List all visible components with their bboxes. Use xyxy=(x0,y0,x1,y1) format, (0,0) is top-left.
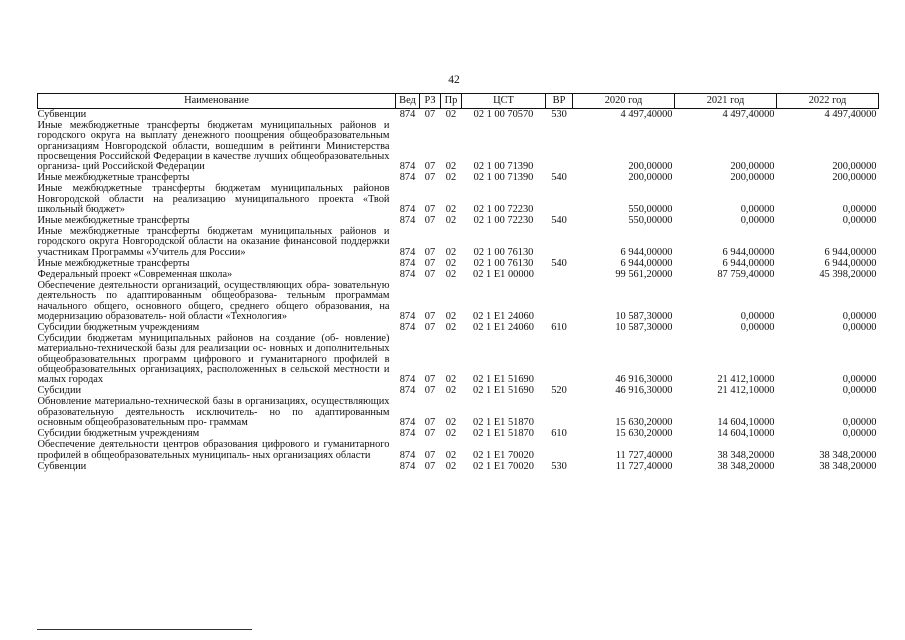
cell-cst: 02 1 00 72230 xyxy=(473,215,534,227)
cell-rz: 07 xyxy=(424,428,436,440)
table-header xyxy=(38,94,879,109)
cell-amount-2020: 15 630,20000 xyxy=(615,428,673,440)
cell-amount-2020: 6 944,00000 xyxy=(620,246,673,258)
table-row xyxy=(38,461,879,472)
table-row xyxy=(38,333,879,385)
cell-amount-2021: 6 944,00000 xyxy=(722,257,775,269)
cell-amount-2020: 11 727,40000 xyxy=(615,460,673,472)
cell-cst: 02 1 E1 51870 xyxy=(473,428,534,440)
footnote-divider xyxy=(37,629,252,630)
cell-pr: 02 xyxy=(445,374,457,386)
cell-amount-2022: 200,00000 xyxy=(832,172,877,184)
cell-vr xyxy=(546,269,573,280)
cell-ved: 874 xyxy=(399,385,416,397)
cell-name: Субвенции xyxy=(37,109,87,120)
cell-name: Иные межбюджетные трансферты xyxy=(37,257,190,269)
cell-pr: 02 xyxy=(445,257,457,269)
cell-rz: 07 xyxy=(424,416,436,428)
cell-amount-2022: 0,00000 xyxy=(842,416,877,428)
cell-cst: 02 1 00 71390 xyxy=(473,161,534,173)
cell-amount-2022: 0,00000 xyxy=(842,374,877,386)
cell-name: Иные межбюджетные трансферты бюджетам муниципальных районов Новгородской области на реализацию муниципального проекта «Твой школьный бюджет» xyxy=(37,183,390,215)
cell-amount-2020: 99 561,20000 xyxy=(615,269,673,281)
cell-amount-2021: 6 944,00000 xyxy=(722,246,775,258)
cell-ved: 874 xyxy=(399,416,416,428)
header-ved: Вед xyxy=(396,94,420,109)
cell-name: Федеральный проект «Современная школа» xyxy=(37,269,233,281)
header-2021: 2021 год xyxy=(675,94,777,109)
cell-pr: 02 xyxy=(445,269,457,281)
cell-amount-2020: 6 944,00000 xyxy=(620,257,673,269)
cell-vr: 530 xyxy=(551,109,567,120)
cell-amount-2021: 0,00000 xyxy=(740,322,775,334)
cell-pr: 02 xyxy=(445,322,457,334)
cell-ved: 874 xyxy=(399,109,416,120)
cell-amount-2020: 15 630,20000 xyxy=(615,416,673,428)
cell-cst: 02 1 00 76130 xyxy=(473,246,534,258)
cell-ved: 874 xyxy=(399,322,416,334)
cell-ved: 874 xyxy=(399,161,416,173)
cell-rz: 07 xyxy=(424,257,436,269)
budget-table xyxy=(37,93,879,472)
header-2020: 2020 год xyxy=(573,94,675,109)
cell-cst: 02 1 E1 51690 xyxy=(473,374,534,386)
header-rz: РЗ xyxy=(420,94,441,109)
table-row xyxy=(38,439,879,460)
cell-amount-2020: 200,00000 xyxy=(628,172,673,184)
cell-rz: 07 xyxy=(424,172,436,184)
cell-pr: 02 xyxy=(445,385,457,397)
cell-amount-2022: 0,00000 xyxy=(842,428,877,440)
cell-pr: 02 xyxy=(445,109,457,120)
cell-amount-2020: 10 587,30000 xyxy=(615,310,673,322)
cell-amount-2021: 0,00000 xyxy=(740,310,775,322)
cell-amount-2021: 21 412,10000 xyxy=(717,385,775,397)
cell-amount-2022: 0,00000 xyxy=(842,322,877,334)
cell-ved: 874 xyxy=(399,310,416,322)
cell-pr: 02 xyxy=(445,172,457,184)
cell-ved: 874 xyxy=(399,428,416,440)
table-row xyxy=(38,322,879,333)
table-row xyxy=(38,226,879,258)
cell-amount-2021: 4 497,40000 xyxy=(722,109,775,120)
cell-pr: 02 xyxy=(445,310,457,322)
cell-cst: 02 1 E1 24060 xyxy=(473,310,534,322)
cell-cst: 02 1 E1 51690 xyxy=(473,385,534,397)
cell-vr: 530 xyxy=(551,460,567,472)
table-row xyxy=(38,183,879,215)
cell-name: Субвенции xyxy=(37,460,87,472)
cell-amount-2022: 6 944,00000 xyxy=(824,246,877,258)
table-row xyxy=(38,280,879,322)
cell-amount-2020: 46 916,30000 xyxy=(615,385,673,397)
cell-cst: 02 1 00 76130 xyxy=(473,257,534,269)
header-pr: Пр xyxy=(441,94,462,109)
cell-rz: 07 xyxy=(424,374,436,386)
table-row xyxy=(38,120,879,172)
cell-amount-2021: 200,00000 xyxy=(730,172,775,184)
cell-rz: 07 xyxy=(424,460,436,472)
cell-vr: 610 xyxy=(551,322,567,334)
table-row xyxy=(38,385,879,396)
cell-name: Иные межбюджетные трансферты xyxy=(37,172,190,184)
table-row xyxy=(38,258,879,269)
cell-amount-2022: 4 497,40000 xyxy=(824,109,877,120)
cell-ved: 874 xyxy=(399,449,416,461)
cell-vr xyxy=(546,280,573,322)
cell-amount-2021: 0,00000 xyxy=(740,203,775,215)
cell-pr: 02 xyxy=(445,203,457,215)
cell-rz: 07 xyxy=(424,203,436,215)
header-cst: ЦСТ xyxy=(462,94,546,109)
cell-rz: 07 xyxy=(424,322,436,334)
cell-cst: 02 1 00 71390 xyxy=(473,172,534,184)
table-row xyxy=(38,109,879,121)
cell-ved: 874 xyxy=(399,460,416,472)
table-body xyxy=(38,109,879,472)
cell-ved: 874 xyxy=(399,203,416,215)
cell-cst: 02 1 00 70570 xyxy=(473,109,534,120)
cell-vr: 540 xyxy=(551,257,567,269)
cell-cst: 02 1 E1 70020 xyxy=(473,460,534,472)
cell-cst: 02 1 E1 00000 xyxy=(473,269,534,281)
cell-vr: 520 xyxy=(551,385,567,397)
cell-cst: 02 1 E1 24060 xyxy=(473,322,534,334)
cell-ved: 874 xyxy=(399,374,416,386)
cell-rz: 07 xyxy=(424,310,436,322)
table-row xyxy=(38,215,879,226)
cell-name: Иные межбюджетные трансферты xyxy=(37,215,190,227)
table-row xyxy=(38,428,879,439)
cell-name: Субсидии бюджетным учреждениям xyxy=(37,428,200,440)
cell-amount-2021: 200,00000 xyxy=(730,161,775,173)
cell-rz: 07 xyxy=(424,109,436,120)
cell-pr: 02 xyxy=(445,246,457,258)
cell-vr xyxy=(546,396,573,428)
cell-pr: 02 xyxy=(445,161,457,173)
cell-rz: 07 xyxy=(424,449,436,461)
cell-amount-2022: 45 398,20000 xyxy=(819,269,877,281)
cell-rz: 07 xyxy=(424,269,436,281)
table-row xyxy=(38,396,879,428)
cell-amount-2020: 200,00000 xyxy=(628,161,673,173)
cell-vr xyxy=(546,120,573,172)
cell-name: Субсидии xyxy=(37,385,82,397)
cell-vr xyxy=(546,439,573,460)
cell-name: Иные межбюджетные трансферты бюджетам муниципальных районов и городского округа на выплату денежного поощрения общеобразовательным организациям Новгородской области, вошедшим в рейтинги Министерства просвещения Российской Федерации в качестве лучших общеобразовательных организа- ций Российской Федерации xyxy=(37,120,390,173)
header-row xyxy=(38,94,879,109)
cell-ved: 874 xyxy=(399,257,416,269)
cell-vr: 540 xyxy=(551,215,567,227)
cell-cst: 02 1 00 72230 xyxy=(473,203,534,215)
cell-amount-2020: 4 497,40000 xyxy=(620,109,673,120)
cell-name: Иные межбюджетные трансферты бюджетам муниципальных районов и городского округа Новгородской области на оказание финансовой поддержки участникам Программы «Учитель для России» xyxy=(37,226,390,258)
cell-rz: 07 xyxy=(424,246,436,258)
cell-pr: 02 xyxy=(445,449,457,461)
cell-ved: 874 xyxy=(399,215,416,227)
cell-pr: 02 xyxy=(445,416,457,428)
cell-vr: 610 xyxy=(551,428,567,440)
cell-amount-2022: 0,00000 xyxy=(842,310,877,322)
cell-amount-2021: 14 604,10000 xyxy=(717,416,775,428)
cell-rz: 07 xyxy=(424,385,436,397)
cell-name: Обеспечение деятельности центров образования цифрового и гуманитарного профилей в общеобразовательных муниципаль- ных организациях области xyxy=(37,439,390,461)
cell-amount-2022: 0,00000 xyxy=(842,215,877,227)
cell-vr: 540 xyxy=(551,172,567,184)
header-vr: ВР xyxy=(546,94,573,109)
cell-name: Субсидии бюджетам муниципальных районов на создание (об- новление) материально-технической базы для реализации ос- новных и дополнительных общеобразовательных программ цифрового и гуманитарного профилей в общеобразовательных организациях, расположенных в сельской местности и малых городах xyxy=(37,333,390,386)
cell-amount-2022: 0,00000 xyxy=(842,385,877,397)
cell-rz: 07 xyxy=(424,161,436,173)
cell-amount-2021: 0,00000 xyxy=(740,215,775,227)
cell-vr xyxy=(546,226,573,258)
cell-name: Обновление материально-технической базы в организациях, осуществляющих образовательную деятельность исключитель- но по адаптированным основным общеобразовательным про- граммам xyxy=(37,396,390,428)
cell-amount-2020: 550,00000 xyxy=(628,203,673,215)
cell-ved: 874 xyxy=(399,172,416,184)
table-row xyxy=(38,172,879,183)
cell-pr: 02 xyxy=(445,460,457,472)
cell-rz: 07 xyxy=(424,215,436,227)
cell-amount-2020: 46 916,30000 xyxy=(615,374,673,386)
cell-amount-2021: 38 348,20000 xyxy=(717,460,775,472)
cell-name: Обеспечение деятельности организаций, осуществляющих обра- зовательную деятельность по адаптированным общеобразова- тельным программам начального общего, основного общего, среднего общего образования, на модернизацию образователь- ной области «Технология» xyxy=(37,280,390,322)
cell-amount-2021: 21 412,10000 xyxy=(717,374,775,386)
page-number: 42 xyxy=(448,74,460,86)
table-row xyxy=(38,269,879,280)
cell-amount-2022: 200,00000 xyxy=(832,161,877,173)
cell-amount-2020: 11 727,40000 xyxy=(615,449,673,461)
cell-cst: 02 1 E1 70020 xyxy=(473,449,534,461)
cell-amount-2020: 10 587,30000 xyxy=(615,322,673,334)
cell-pr: 02 xyxy=(445,428,457,440)
header-name: Наименование xyxy=(38,94,396,109)
cell-amount-2022: 0,00000 xyxy=(842,203,877,215)
cell-name: Субсидии бюджетным учреждениям xyxy=(37,322,200,334)
cell-amount-2022: 38 348,20000 xyxy=(819,460,877,472)
cell-ved: 874 xyxy=(399,269,416,281)
cell-amount-2021: 38 348,20000 xyxy=(717,449,775,461)
cell-amount-2021: 87 759,40000 xyxy=(717,269,775,281)
cell-amount-2020: 550,00000 xyxy=(628,215,673,227)
header-2022: 2022 год xyxy=(777,94,879,109)
cell-pr: 02 xyxy=(445,215,457,227)
cell-amount-2022: 38 348,20000 xyxy=(819,449,877,461)
cell-ved: 874 xyxy=(399,246,416,258)
cell-amount-2021: 14 604,10000 xyxy=(717,428,775,440)
cell-cst: 02 1 E1 51870 xyxy=(473,416,534,428)
cell-amount-2022: 6 944,00000 xyxy=(824,257,877,269)
cell-vr xyxy=(546,333,573,385)
cell-vr xyxy=(546,183,573,215)
